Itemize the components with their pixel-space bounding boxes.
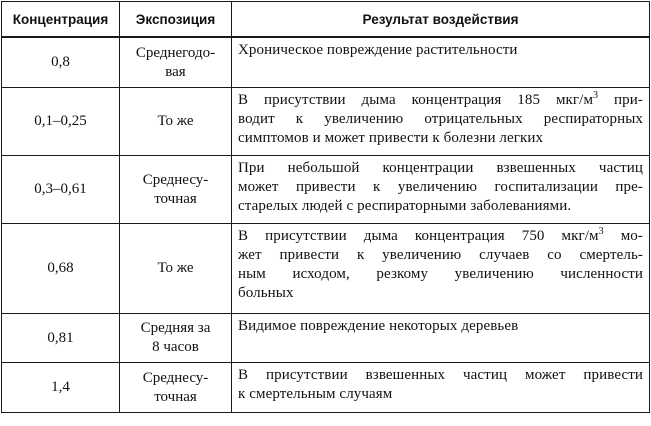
result-line [238, 227, 643, 246]
exposure-cell [120, 314, 232, 363]
result-line: симптомов и может привести к болезни легких [238, 130, 544, 146]
result-line: Хроническое повреждение растительности [238, 42, 518, 58]
exposure-line: То же [157, 113, 194, 129]
result-line: старелых людей с респираторными заболеваниями. [238, 198, 572, 214]
exposure-line: точная [154, 388, 197, 405]
result-cell [232, 156, 650, 224]
result-cell [232, 37, 650, 88]
exposure-cell [120, 37, 232, 88]
concentration-cell: 0,8 [2, 37, 120, 88]
result-line: к смертельным случаям [238, 386, 393, 402]
table-row [2, 156, 650, 224]
result-line: В присутствии взвешенных частиц может привести [238, 367, 643, 383]
result-cell [232, 363, 650, 413]
table-body [2, 37, 650, 413]
exposure-cell [120, 363, 232, 413]
exposure-line: То же [157, 260, 194, 276]
concentration-cell: 0,3–0,61 [2, 156, 120, 224]
exposure-line: точная [154, 190, 197, 207]
exposure-line: вая [165, 63, 186, 80]
data-table-container [1, 1, 649, 413]
table-row [2, 88, 650, 156]
result-line: ным исходом, резкому увеличению численности [238, 266, 643, 282]
header-exposure: Экспозиция [120, 2, 232, 38]
result-line: При небольшой концентрации взвешенных частиц [238, 160, 643, 176]
table-row [2, 314, 650, 363]
exposure-line: Среднесу- [142, 171, 209, 188]
result-cell [232, 88, 650, 156]
exposure-cell [120, 224, 232, 314]
result-text-part: мо- [603, 228, 643, 244]
result-text-part: при- [598, 92, 643, 108]
result-cell [232, 314, 650, 363]
result-line: водит к увеличению отрицательных респираторных [238, 111, 643, 127]
table-row [2, 37, 650, 88]
exposure-cell [120, 88, 232, 156]
exposure-line: Средняя за [140, 320, 211, 336]
exposure-cell [120, 156, 232, 224]
table-row [2, 363, 650, 413]
result-text-part: В присутствии дыма концентрация 750 мкг/м [238, 228, 599, 244]
result-line: может привести к увеличению госпитализации пре- [238, 179, 643, 195]
superscript: 3 [593, 90, 599, 101]
concentration-cell: 1,4 [2, 363, 120, 413]
concentration-cell: 0,1–0,25 [2, 88, 120, 156]
result-line: Видимое повреждение некоторых деревьев [238, 318, 519, 334]
concentration-cell: 0,68 [2, 224, 120, 314]
superscript: 3 [598, 226, 604, 237]
header-result: Результат воздействия [232, 2, 650, 38]
exposure-line: Среднесу- [142, 369, 209, 386]
result-text-part: В присутствии дыма концентрация 185 мкг/м [238, 92, 594, 108]
effects-table [1, 1, 650, 413]
result-line [238, 91, 643, 110]
result-cell [232, 224, 650, 314]
exposure-line: 8 часов [152, 339, 199, 355]
exposure-line: Среднегодо- [135, 44, 216, 61]
header-concentration: Концентрация [2, 2, 120, 38]
table-header-row [2, 2, 650, 38]
concentration-cell: 0,81 [2, 314, 120, 363]
result-line: больных [238, 285, 294, 301]
table-row [2, 224, 650, 314]
result-line: жет привести к увеличению случаев со смертель- [238, 247, 643, 263]
